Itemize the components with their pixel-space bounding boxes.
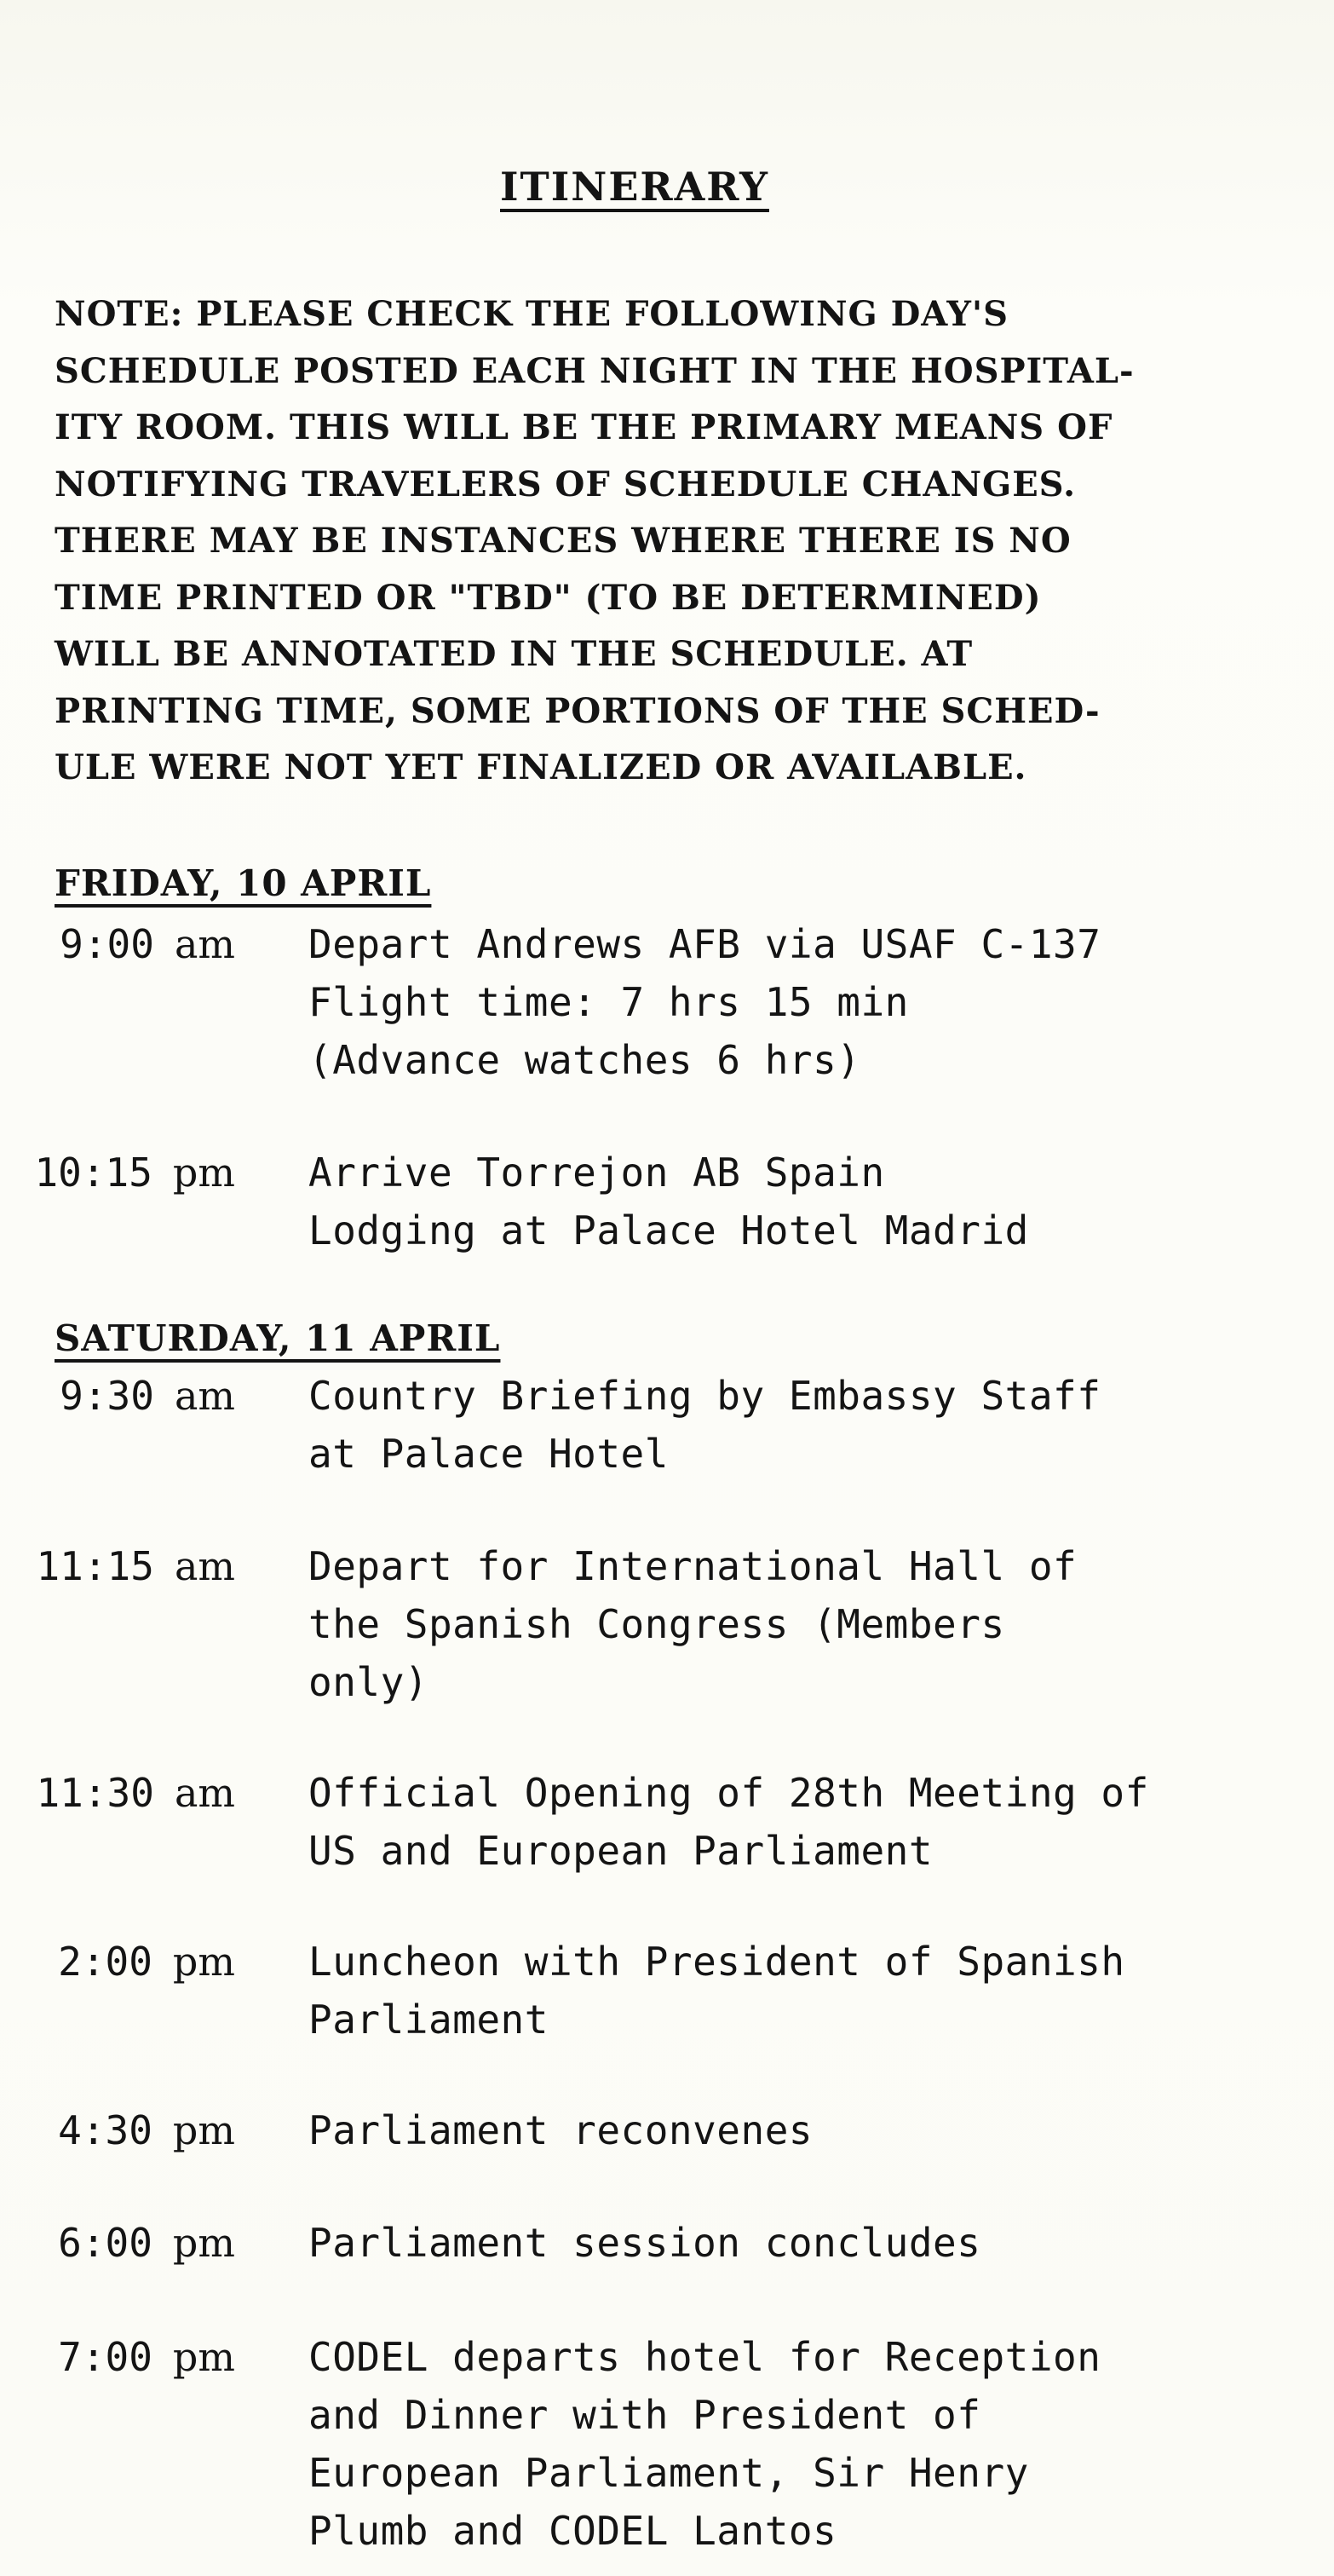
entry-time: 4:30 pm [58,2107,235,2153]
note-line: ULE WERE NOT YET FINALIZED OR AVAILABLE. [55,747,1027,787]
page-title: ITINERARY [500,164,769,210]
entry-time: 7:00 pm [58,2334,235,2380]
day-header: FRIDAY, 10 APRIL [55,862,432,904]
note-line: NOTIFYING TRAVELERS OF SCHEDULE CHANGES. [55,464,1077,504]
entry-time: 11:15 am [36,1543,235,1589]
schedule-note [55,286,1281,797]
note-line: WILL BE ANNOTATED IN THE SCHEDULE. AT [55,634,974,674]
entry-description: Parliament reconvenes [308,2107,814,2153]
note-line: NOTE: PLEASE CHECK THE FOLLOWING DAY'S [55,294,1009,334]
entry-description: CODEL departs hotel for Reception and Dinner with President of European Parliament, Sir Henry Plumb and CODEL Lantos [308,2334,1101,2554]
note-line: PRINTING TIME, SOME PORTIONS OF THE SCHED- [55,690,1101,731]
entry-description: Official Opening of 28th Meeting of US and European Parliament [308,1770,1149,1874]
entry-time: 6:00 pm [58,2220,235,2266]
entry-time: 11:30 am [36,1770,235,1816]
day-header: SATURDAY, 11 APRIL [55,1317,501,1359]
entry-description: Luncheon with President of Spanish Parliament [308,1939,1125,2043]
entry-description: Depart Andrews AFB via USAF C-137 Flight time: 7 hrs 15 min (Advance watches 6 hrs) [308,921,1101,1083]
entry-time: 2:00 pm [58,1939,235,1985]
note-line: THERE MAY BE INSTANCES WHERE THERE IS NO [55,521,1072,561]
note-line: SCHEDULE POSTED EACH NIGHT IN THE HOSPITAL- [55,350,1135,391]
entry-time: 10:15 pm [34,1150,235,1196]
note-line: ITY ROOM. THIS WILL BE THE PRIMARY MEANS OF [55,407,1113,447]
entry-description: Country Briefing by Embassy Staff at Palace Hotel [308,1373,1101,1477]
entry-time: 9:00 am [60,921,235,967]
entry-time: 9:30 am [60,1373,235,1419]
entry-description: Parliament session concludes [308,2220,981,2266]
note-line: TIME PRINTED OR "TBD" (TO BE DETERMINED) [55,577,1042,618]
entry-description: Depart for International Hall of the Spanish Congress (Members only) [308,1543,1078,1705]
entry-description: Arrive Torrejon AB Spain Lodging at Palace Hotel Madrid [308,1150,1029,1253]
